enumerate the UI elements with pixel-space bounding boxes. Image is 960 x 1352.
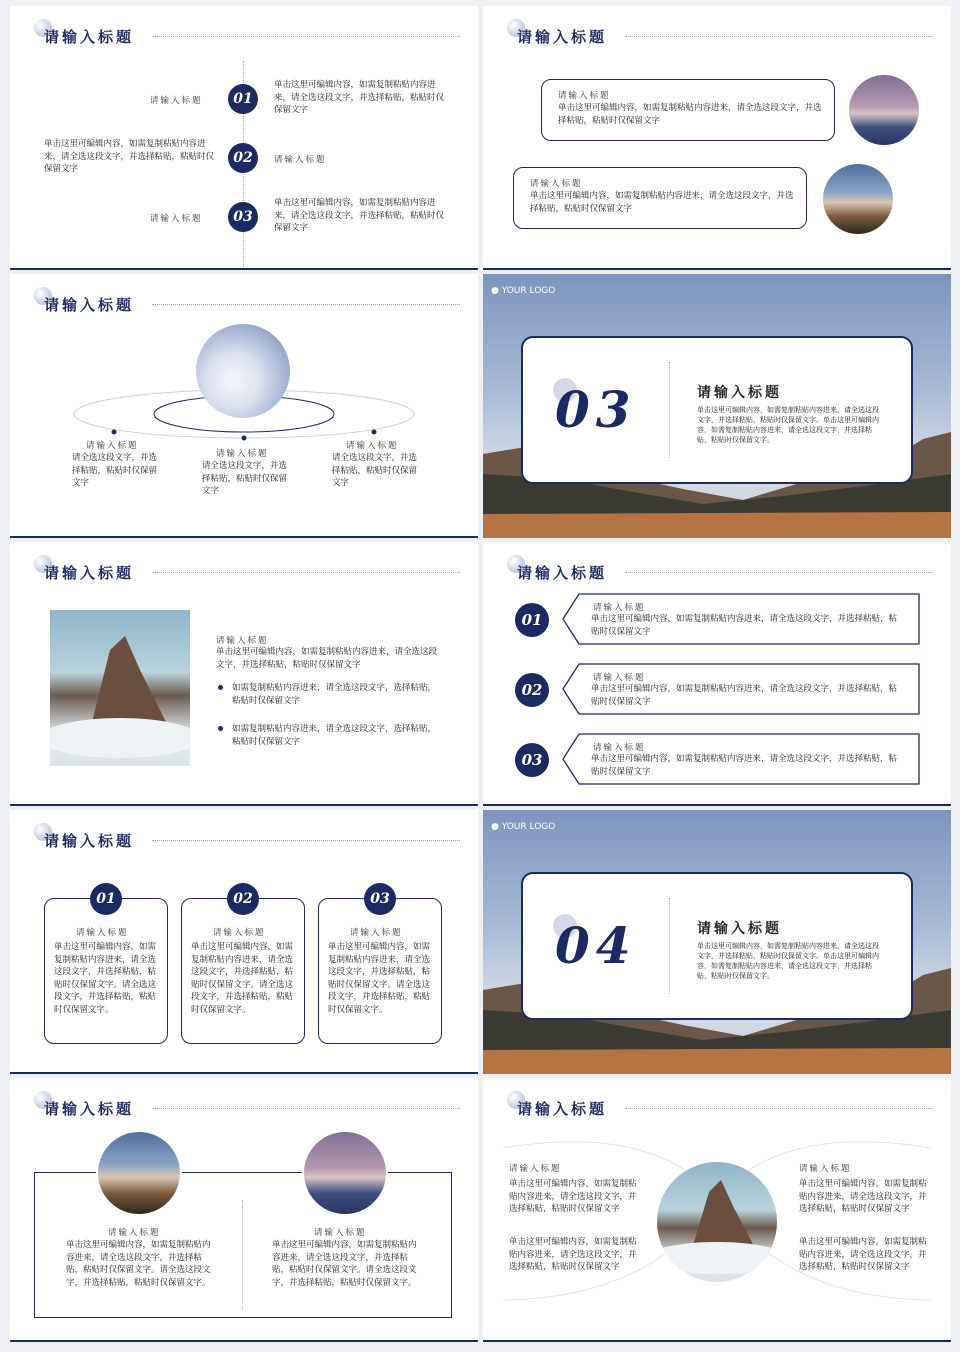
- step-label: 请输入标题: [150, 214, 203, 224]
- section-number: 03: [555, 380, 637, 439]
- slide-1-timeline: [10, 6, 478, 270]
- left-text: 单击这里可编辑内容，如需复制粘贴内容进来，请全选这段文字，并选择粘贴，粘贴时仅保留文字: [509, 1237, 637, 1272]
- card-divider: [669, 362, 670, 458]
- step-text: 单击这里可编辑内容，如需复制粘贴内容进来，请全选这段文字，并选择粘贴，粘贴时仅保留文字: [591, 684, 898, 707]
- slide-title: 请输入标题: [517, 28, 608, 46]
- section-title: 请输入标题: [697, 921, 782, 937]
- step-number: 02: [515, 673, 549, 707]
- slide-title: 请输入标题: [517, 1100, 608, 1118]
- bullet-text: 如需复制粘贴内容进来，请全选这段文字，选择粘贴，粘贴时仅保留文字: [232, 683, 437, 706]
- step-number: 03: [228, 202, 258, 232]
- item-label: 请输入标题: [346, 441, 399, 451]
- mountain-photo: [96, 1130, 182, 1216]
- slide-title: 请输入标题: [44, 1100, 135, 1118]
- bullet-dot: [218, 685, 223, 690]
- column-number: 03: [364, 883, 396, 915]
- slide-header: [20, 22, 460, 52]
- step-number: 01: [515, 603, 549, 637]
- card-divider: [669, 898, 670, 994]
- slide-3-orbit: [10, 274, 478, 538]
- column-text: 单击这里可编辑内容，如需复制粘贴内容进来，请全选这段文字，并选择粘贴，粘贴时仅保留文字。请全选这段文字，并选择粘贴，粘贴时仅保留文字。: [272, 1240, 417, 1288]
- right-text: 单击这里可编辑内容，如需复制粘贴内容进来，请全选这段文字，并选择粘贴，粘贴时仅保留文字: [799, 1237, 927, 1272]
- frame-divider: [242, 1200, 243, 1310]
- column-number: 02: [227, 883, 259, 915]
- slide-title: 请输入标题: [44, 832, 135, 850]
- right-text: 单击这里可编辑内容，如需复制粘贴内容进来，请全选这段文字，并选择粘贴，粘贴时仅保留文字: [799, 1179, 927, 1214]
- mountain-photo: [849, 75, 919, 145]
- logo-text: ● YOUR LOGO: [491, 822, 556, 832]
- step-label: 请输入标题: [593, 743, 646, 753]
- column-label: 请输入标题: [108, 1228, 161, 1238]
- item-text: 请全选这段文字，并选择粘贴，粘贴时仅保留文字: [202, 461, 288, 496]
- step-number: 02: [228, 143, 258, 173]
- item-text: 请全选这段文字，并选择粘贴，粘贴时仅保留文字: [72, 453, 158, 488]
- column-label: 请输入标题: [350, 928, 403, 938]
- slide-4-section: [483, 274, 951, 538]
- step-text: 单击这里可编辑内容，如需复制粘贴内容进来，请全选这段文字，并选择粘贴，粘贴时仅保留文字: [591, 754, 898, 777]
- slide-7-three-columns: [10, 810, 478, 1074]
- step-text: 单击这里可编辑内容，如需复制粘贴内容进来，请全选这段文字，并选择粘贴，粘贴时仅保留文字: [591, 614, 898, 637]
- item-label: 请输入标题: [216, 449, 269, 459]
- column-text: 单击这里可编辑内容，如需复制粘贴内容进来，请全选这段文字，并选择粘贴，粘贴时仅保留文字。请全选这段文字，并选择粘贴，粘贴时仅保留文字。: [66, 1240, 211, 1288]
- step-number: 01: [228, 84, 258, 114]
- section-text: 单击这里可编辑内容，如需复制粘贴内容进来，请全选这段文字，并选择粘贴，粘贴时仅保留文字。单击这里可编辑内容，如需复制粘贴内容进来，请全选这段文字，并选择粘贴，粘贴时仅保留文字。: [697, 942, 879, 980]
- card-label: 请输入标题: [530, 179, 583, 189]
- slide-8-section: [483, 810, 951, 1074]
- step-label: 请输入标题: [150, 96, 203, 106]
- section-title: 请输入标题: [697, 385, 782, 401]
- step-label: 请输入标题: [593, 673, 646, 683]
- logo-label: YOUR LOGO: [501, 822, 556, 832]
- header-rule: [152, 840, 460, 841]
- bullet-dot: [218, 726, 223, 731]
- rock-photo: [50, 610, 190, 766]
- column-label: 请输入标题: [76, 928, 129, 938]
- bullet-text: 如需复制粘贴内容进来，请全选这段文字，选择粘贴，粘贴时仅保留文字: [232, 724, 437, 747]
- column-text: 单击这里可编辑内容，如需复制粘贴内容进来，请全选这段文字，并选择粘贴，粘贴时仅保留文字。请全选这段文字，并选择粘贴，粘贴时仅保留文字。: [328, 942, 431, 1015]
- slide-title: 请输入标题: [44, 296, 135, 314]
- section-text: 单击这里可编辑内容，如需复制粘贴内容进来，请全选这段文字，并选择粘贴，粘贴时仅保留文字。单击这里可编辑内容，如需复制粘贴内容进来，请全选这段文字，并选择粘贴，粘贴时仅保留文字。: [697, 406, 879, 444]
- mountain-photo: [823, 164, 893, 234]
- step-text: 单击这里可编辑内容，如需复制粘贴内容进来，请全选这段文字，并选择粘贴，粘贴时仅保留文字: [274, 80, 445, 115]
- header-rule: [152, 572, 460, 573]
- section-number: 04: [555, 916, 637, 975]
- slide-header: [20, 1094, 460, 1124]
- logo-label: YOUR LOGO: [501, 286, 556, 296]
- content-label: 请输入标题: [216, 636, 269, 646]
- slide-5-image-list: [10, 542, 478, 806]
- card-text: 单击这里可编辑内容，如需复制粘贴内容进来，请全选这段文字，并选择粘贴，粘贴时仅保留文字: [530, 191, 794, 214]
- left-label: 请输入标题: [509, 1164, 562, 1174]
- header-rule: [152, 36, 460, 37]
- step-text: 单击这里可编辑内容，如需复制粘贴内容进来，请全选这段文字，并选择粘贴，粘贴时仅保留文字: [44, 139, 215, 174]
- slide-6-arrow-list: [483, 542, 951, 806]
- text-card: [513, 167, 807, 229]
- column-text: 单击这里可编辑内容，如需复制粘贴内容进来，请全选这段文字，并选择粘贴，粘贴时仅保留文字。请全选这段文字，并选择粘贴，粘贴时仅保留文字。: [54, 942, 157, 1015]
- card-text: 单击这里可编辑内容，如需复制粘贴内容进来，请全选这段文字，并选择粘贴，粘贴时仅保留文字: [558, 103, 822, 126]
- step-label: 请输入标题: [274, 155, 327, 165]
- slide-9-two-photos: [10, 1078, 478, 1342]
- header-rule: [625, 36, 933, 37]
- clouds-photo: [196, 324, 290, 418]
- slide-header: [20, 558, 460, 588]
- text-card: [541, 79, 835, 141]
- column-label: 请输入标题: [213, 928, 266, 938]
- step-number: 03: [515, 743, 549, 777]
- column-label: 请输入标题: [314, 1228, 367, 1238]
- item-label: 请输入标题: [86, 441, 139, 451]
- step-text: 单击这里可编辑内容，如需复制粘贴内容进来，请全选这段文字，并选择粘贴，粘贴时仅保留文字: [274, 198, 445, 233]
- slide-title: 请输入标题: [44, 28, 135, 46]
- rock-photo: [657, 1162, 777, 1282]
- slide-header: [493, 22, 933, 52]
- left-text: 单击这里可编辑内容，如需复制粘贴内容进来，请全选这段文字，并选择粘贴，粘贴时仅保留文字: [509, 1179, 637, 1214]
- slide-2-cards: [483, 6, 951, 270]
- logo-text: ● YOUR LOGO: [491, 286, 556, 296]
- card-label: 请输入标题: [558, 91, 611, 101]
- column-text: 单击这里可编辑内容，如需复制粘贴内容进来，请全选这段文字，并选择粘贴，粘贴时仅保留文字。请全选这段文字，并选择粘贴，粘贴时仅保留文字。: [191, 942, 294, 1015]
- column-number: 01: [90, 883, 122, 915]
- slide-10-center-photo: [483, 1078, 951, 1342]
- mountain-photo: [302, 1130, 388, 1216]
- step-label: 请输入标题: [593, 603, 646, 613]
- slide-title: 请输入标题: [44, 564, 135, 582]
- header-rule: [152, 1108, 460, 1109]
- item-text: 请全选这段文字，并选择粘贴，粘贴时仅保留文字: [332, 453, 418, 488]
- right-label: 请输入标题: [799, 1164, 852, 1174]
- slide-header: [20, 826, 460, 856]
- content-text: 单击这里可编辑内容，如需复制粘贴内容进来，请全选这段文字，并选择粘贴，粘贴时仅保留文字: [216, 647, 438, 670]
- slide-title: 请输入标题: [517, 564, 608, 582]
